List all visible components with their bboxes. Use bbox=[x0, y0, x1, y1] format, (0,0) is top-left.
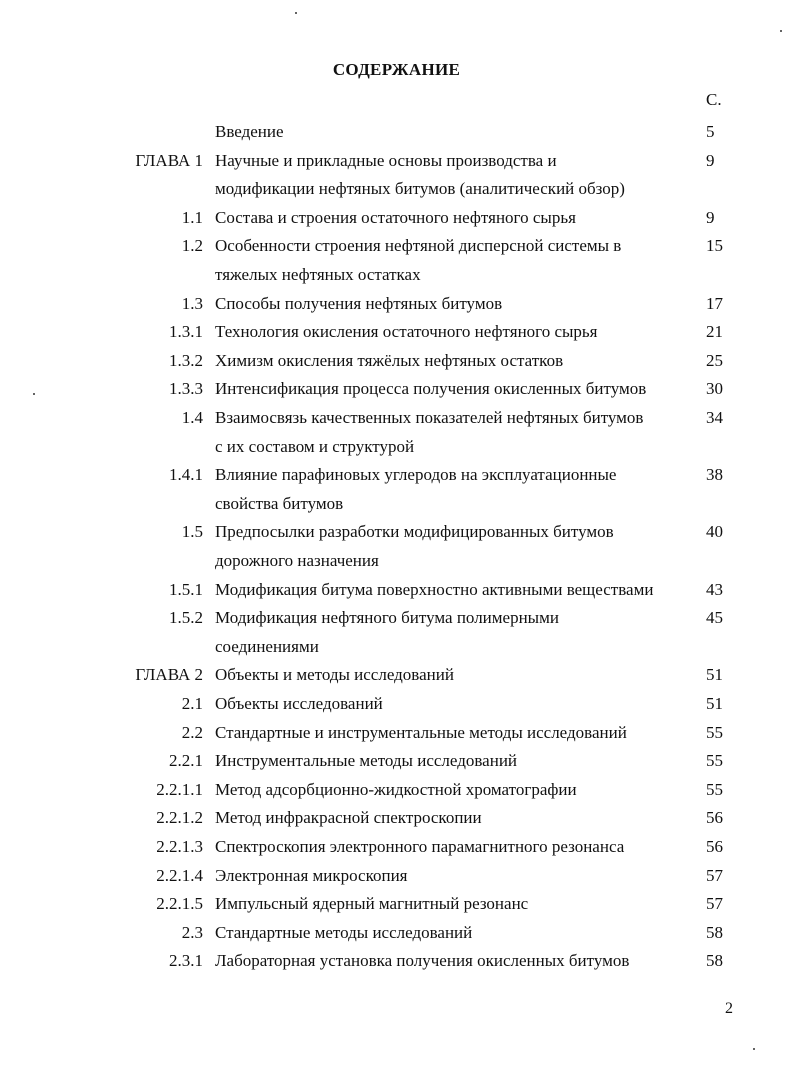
toc-entry-number: 2.2.1.2 bbox=[156, 808, 203, 828]
toc-entry-number: 1.3.3 bbox=[169, 379, 203, 399]
toc-entry-title bbox=[215, 290, 695, 319]
toc-entry-title-line: Электронная микроскопия bbox=[215, 865, 408, 885]
scan-speck bbox=[780, 30, 782, 32]
toc-entry-title-line: тяжелых нефтяных остатках bbox=[215, 264, 421, 284]
toc-entry-title bbox=[215, 461, 695, 518]
toc-entry-page: 40 bbox=[706, 522, 723, 542]
toc-entry-title-line: Состава и строения остаточного нефтяного сырья bbox=[215, 207, 576, 227]
page-column-header: С. bbox=[706, 90, 722, 109]
toc-entry-number: 2.2.1.4 bbox=[156, 865, 203, 885]
toc-entry-title bbox=[215, 862, 695, 891]
toc-entry-title-line: дорожного назначения bbox=[215, 550, 379, 570]
toc-entry-page: 17 bbox=[706, 293, 723, 313]
toc-entry-page: 34 bbox=[706, 408, 723, 427]
toc-entry-number: 1.4.1 bbox=[169, 465, 203, 485]
toc-entry-number: 1.3 bbox=[181, 293, 203, 313]
toc-entry-number: 1.3.1 bbox=[169, 322, 203, 342]
toc-entry-number: 1.5 bbox=[181, 522, 203, 542]
toc-entry-page: 43 bbox=[706, 579, 723, 599]
toc-entry-page: 58 bbox=[706, 922, 723, 942]
toc-entry-page: 21 bbox=[706, 322, 723, 342]
toc-entry-title bbox=[215, 719, 695, 748]
toc-entry-page: 57 bbox=[706, 894, 723, 914]
toc-entry-number: 1.5.1 bbox=[169, 579, 203, 599]
toc-entry-page: 55 bbox=[706, 779, 723, 799]
toc-entry-title bbox=[215, 375, 695, 404]
toc-entry-title bbox=[215, 347, 695, 376]
toc-entry-title bbox=[215, 318, 695, 347]
toc-entry-page: 51 bbox=[706, 665, 723, 685]
toc-entry-page: 56 bbox=[706, 837, 723, 856]
toc-entry-title bbox=[215, 118, 695, 147]
toc-entry-title-line: Модификация битума поверхностно активными веществами bbox=[215, 579, 654, 599]
scan-speck bbox=[295, 12, 297, 14]
toc-entry-title bbox=[215, 690, 695, 719]
toc-entry-page: 58 bbox=[706, 951, 723, 971]
toc-entry-page: 55 bbox=[706, 722, 723, 742]
toc-entry-title bbox=[215, 804, 695, 833]
toc-entry-title-line: Предпосылки разработки модифицированных битумов bbox=[215, 522, 614, 542]
toc-entry-number: 2.2 bbox=[181, 722, 203, 742]
toc-entry-title-line: Химизм окисления тяжёлых нефтяных остатков bbox=[215, 350, 564, 370]
toc-entry-title bbox=[215, 518, 695, 575]
toc-entry-title-line: Объекты исследований bbox=[215, 694, 383, 713]
toc-entry-title bbox=[215, 604, 695, 661]
toc-entry-number: 2.2.1.1 bbox=[156, 779, 203, 799]
toc-entry-number: 2.3 bbox=[181, 922, 203, 942]
toc-entry-title-line: Стандартные и инструментальные методы исследований bbox=[215, 722, 627, 742]
document-title: СОДЕРЖАНИЕ bbox=[332, 60, 461, 79]
toc-entry-title-line: свойства битумов bbox=[215, 493, 344, 513]
toc-entry-page: 56 bbox=[706, 808, 723, 828]
toc-entry-title-line: Влияние парафиновых углеродов на эксплуатационные bbox=[215, 465, 617, 485]
toc-entry-number: ГЛАВА 1 bbox=[135, 150, 203, 170]
toc-entry-page: 30 bbox=[706, 379, 723, 399]
toc-entry-page: 9 bbox=[706, 207, 715, 227]
scan-speck bbox=[753, 1048, 755, 1050]
toc-entry-number: 1.1 bbox=[181, 207, 203, 227]
toc-entry-title-line: Импульсный ядерный магнитный резонанс bbox=[215, 894, 529, 914]
toc-entry-title-line: Взаимосвязь качественных показателей нефтяных битумов bbox=[215, 408, 644, 427]
toc-entry-title bbox=[215, 147, 695, 204]
toc-entry-title bbox=[215, 833, 695, 862]
toc-entry-number: 1.5.2 bbox=[169, 608, 203, 628]
toc-entry-title-line: с их составом и структурой bbox=[215, 436, 415, 456]
toc-entry-title-line: модификации нефтяных битумов (аналитический обзор) bbox=[215, 179, 625, 199]
toc-entry-title bbox=[215, 204, 695, 233]
toc-entry-title-line: Стандартные методы исследований bbox=[215, 922, 473, 942]
toc-entry-title bbox=[215, 576, 695, 605]
toc-entry-title-line: Способы получения нефтяных битумов bbox=[215, 293, 503, 313]
toc-entry-title-line: Модификация нефтяного битума полимерными bbox=[215, 608, 559, 628]
toc-entry-number: 2.2.1.5 bbox=[156, 894, 203, 914]
toc-entry-title-line: Инструментальные методы исследований bbox=[215, 751, 518, 771]
toc-entry-page: 25 bbox=[706, 350, 723, 370]
page-number: 2 bbox=[725, 1000, 733, 1017]
toc-entry-title-line: Технология окисления остаточного нефтяного сырья bbox=[215, 322, 598, 342]
toc-entry-title-line: Введение bbox=[215, 122, 284, 141]
toc-entry-title-line: Спектроскопия электронного парамагнитного резонанса bbox=[215, 837, 625, 856]
toc-entry-page: 38 bbox=[706, 465, 723, 485]
toc-entry-title bbox=[215, 919, 695, 948]
toc-entry-title-line: Особенности строения нефтяной дисперсной системы в bbox=[215, 236, 622, 256]
toc-entry-title-line: соединениями bbox=[215, 636, 319, 656]
toc-entry-page: 5 bbox=[706, 122, 715, 141]
toc-entry-page: 51 bbox=[706, 694, 723, 713]
toc-entry-title bbox=[215, 747, 695, 776]
toc-entry-title-line: Метод инфракрасной спектроскопии bbox=[215, 808, 482, 828]
toc-entry-page: 45 bbox=[706, 608, 723, 628]
toc-entry-title bbox=[215, 661, 695, 690]
toc-entry-number: 2.2.1.3 bbox=[156, 837, 203, 856]
toc-entry-number: ГЛАВА 2 bbox=[135, 665, 203, 685]
toc-entry-page: 15 bbox=[706, 236, 723, 256]
toc-entry-title-line: Метод адсорбционно-жидкостной хроматографии bbox=[215, 779, 577, 799]
toc-entry-number: 2.3.1 bbox=[169, 951, 203, 971]
toc-entry-number: 2.2.1 bbox=[169, 751, 203, 771]
toc-entry-page: 9 bbox=[706, 150, 715, 170]
toc-entry-title-line: Объекты и методы исследований bbox=[215, 665, 454, 685]
toc-entry-title bbox=[215, 890, 695, 919]
toc-entry-number: 2.1 bbox=[181, 694, 203, 713]
toc-entry-title-line: Лабораторная установка получения окисленных битумов bbox=[215, 951, 630, 971]
toc-entry-number: 1.4 bbox=[181, 408, 203, 427]
toc-entry-page: 55 bbox=[706, 751, 723, 771]
toc-entry-number: 1.3.2 bbox=[169, 350, 203, 370]
toc-entry-page: 57 bbox=[706, 865, 723, 885]
scan-speck bbox=[33, 393, 35, 395]
toc-entry-title-line: Научные и прикладные основы производства и bbox=[215, 150, 557, 170]
toc-entry-title-line: Интенсификация процесса получения окисленных битумов bbox=[215, 379, 647, 399]
toc-entry-title bbox=[215, 947, 695, 976]
toc-entry-title bbox=[215, 404, 695, 461]
toc-entry-title bbox=[215, 776, 695, 805]
toc-entry-title bbox=[215, 232, 695, 289]
toc-entry-number: 1.2 bbox=[181, 236, 203, 256]
